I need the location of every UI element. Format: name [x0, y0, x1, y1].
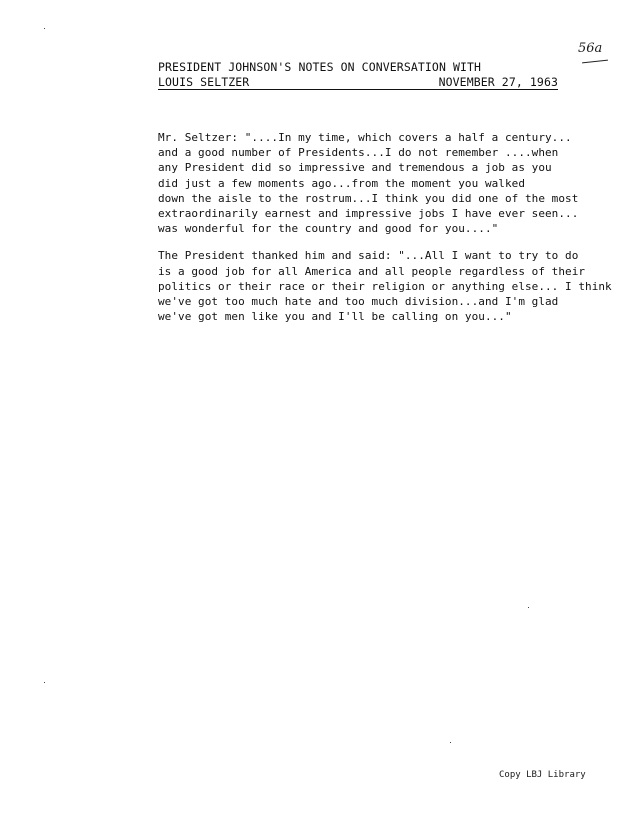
header-subject: LOUIS SELTZER: [158, 75, 250, 89]
document-header: [158, 60, 558, 90]
page-number-underline: [582, 60, 608, 64]
text-line: did just a few moments ago...from the moment you walked: [158, 176, 525, 190]
header-date: NOVEMBER 27, 1963: [438, 75, 558, 89]
scan-speck: [44, 28, 45, 29]
paragraph-seltzer: [158, 130, 579, 236]
library-stamp: Copy LBJ Library: [499, 770, 586, 780]
scan-speck: [44, 682, 45, 683]
text-line: we've got too much hate and too much division...and I'm glad: [158, 295, 559, 309]
text-line: extraordinarily earnest and impressive jobs I have ever seen...: [158, 207, 579, 221]
header-row: [158, 75, 558, 90]
page-number: 56a: [578, 41, 603, 56]
scan-speck: [450, 742, 451, 743]
text-line: down the aisle to the rostrum...I think you did one of the most: [158, 191, 579, 205]
text-line: The President thanked him and said: "...All I want to try to do: [158, 249, 579, 263]
paragraph-president: [158, 248, 612, 324]
text-line: any President did so impressive and tremendous a job as you: [158, 161, 552, 175]
text-line: was wonderful for the country and good for you....": [158, 222, 499, 236]
header-title: PRESIDENT JOHNSON'S NOTES ON CONVERSATION WITH: [158, 60, 482, 74]
header-underline: [158, 89, 558, 90]
document-body: [158, 130, 612, 336]
text-line: Mr. Seltzer: "....In my time, which covers a half a century...: [158, 131, 572, 144]
scan-speck: [528, 607, 529, 608]
text-line: politics or their race or their religion or anything else... I think: [158, 279, 612, 293]
text-line: and a good number of Presidents...I do not remember ....when: [158, 146, 559, 160]
text-line: we've got men like you and I'll be calling on you...": [158, 310, 512, 324]
text-line: is a good job for all America and all people regardless of their: [158, 264, 586, 278]
